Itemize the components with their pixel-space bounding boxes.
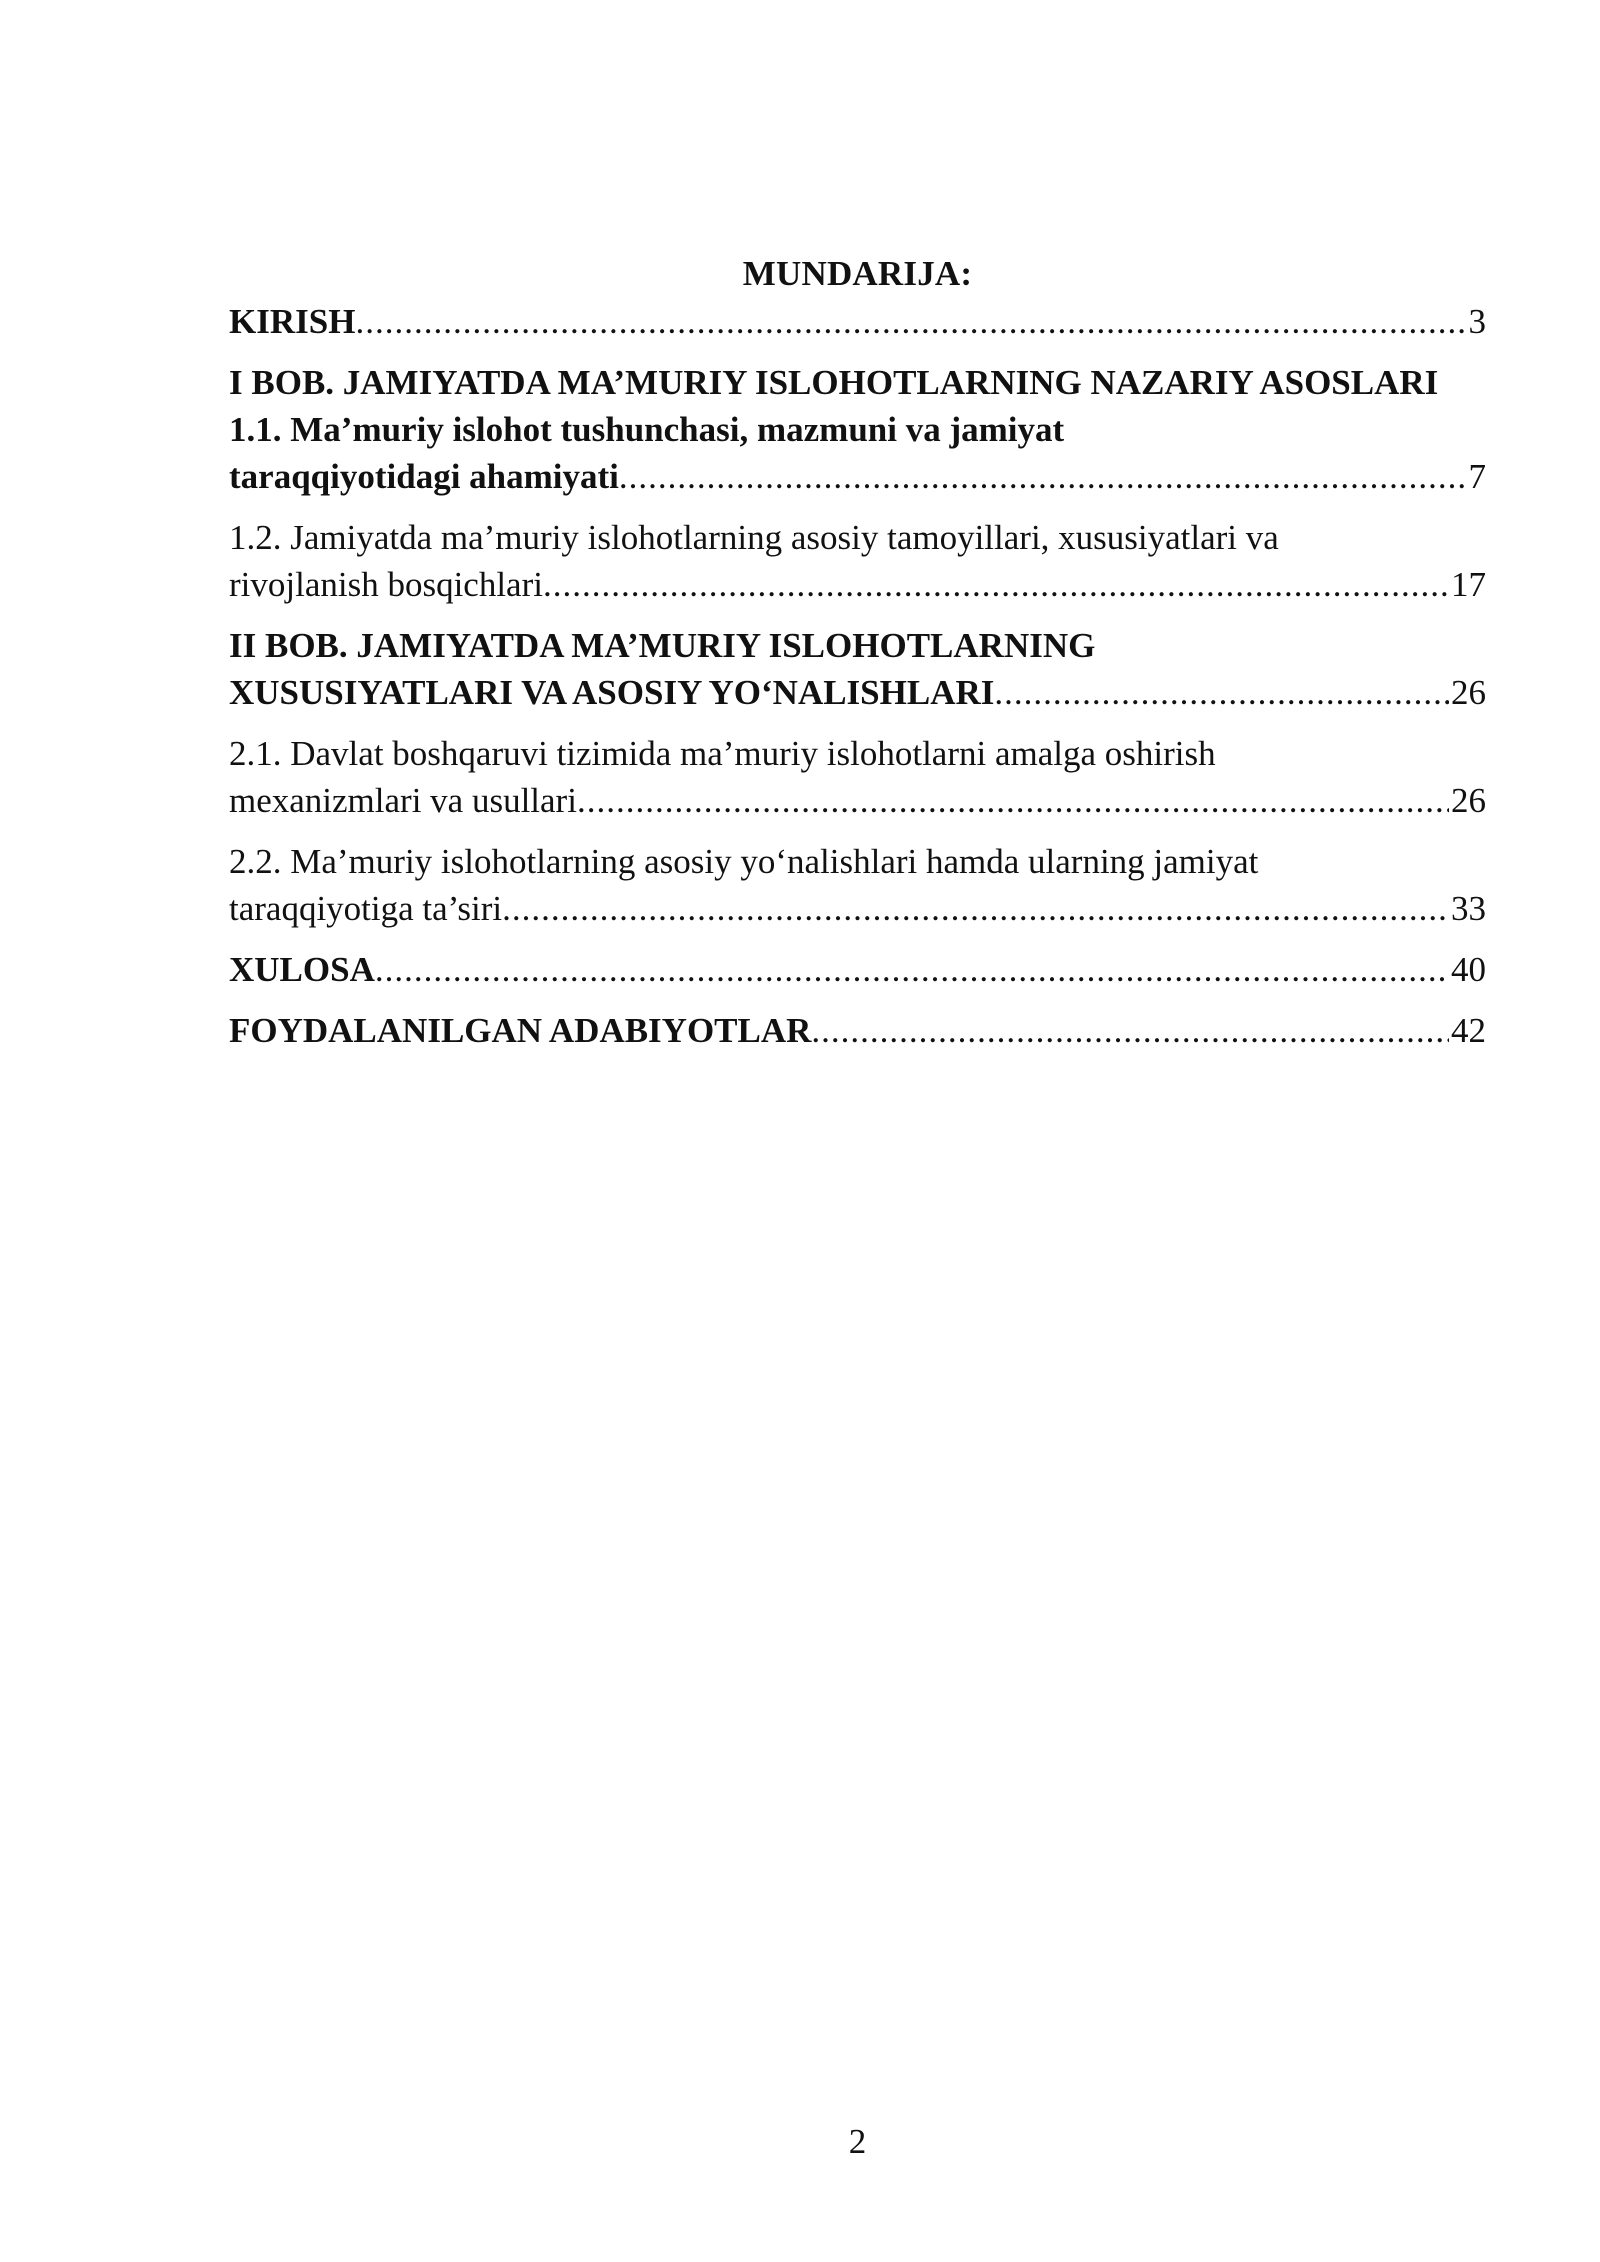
toc-entry-title: XUSUSIYATLARI VA ASOSIY YO‘NALISHLARI — [229, 673, 995, 712]
toc-entry-line — [229, 777, 1486, 824]
toc-entry-page-number: 7 — [1468, 457, 1486, 496]
toc-entry-page-number: 33 — [1451, 889, 1486, 928]
toc-entry-chapter-1[interactable] — [229, 359, 1486, 500]
toc-entry-line — [229, 946, 1486, 993]
dot-leader — [375, 946, 1449, 993]
toc-entry-line — [229, 1007, 1486, 1054]
toc-entry-xulosa[interactable] — [229, 946, 1486, 993]
dot-leader — [355, 298, 1466, 345]
toc-entry-line — [229, 561, 1486, 608]
toc-entry-chapter-2[interactable] — [229, 622, 1486, 716]
dot-leader — [543, 561, 1449, 608]
page-number: 2 — [848, 2122, 867, 2161]
toc-entry-kirish[interactable] — [229, 298, 1486, 345]
toc-entry-title-lead: I BOB. JAMIYATDA MA’MURIY ISLOHOTLARNING NAZARIY ASOSLARI 1.1. Ma’muriy islohot tushunchasi, mazmuni va jamiyat — [229, 363, 1439, 449]
toc-entry-section-2-2[interactable] — [229, 838, 1486, 932]
toc-entry-line — [229, 298, 1486, 345]
dot-leader — [577, 777, 1449, 824]
toc-entry-title: taraqqiyotiga ta’siri — [229, 889, 503, 928]
dot-leader — [502, 885, 1449, 932]
toc-entry-page-number: 3 — [1468, 302, 1486, 341]
toc-entry-page-number: 17 — [1451, 565, 1486, 604]
toc-entry-adabiyotlar[interactable] — [229, 1007, 1486, 1054]
toc-entry-line — [229, 669, 1486, 716]
toc-entry-page-number: 26 — [1451, 673, 1486, 712]
toc-entry-page-number: 40 — [1451, 950, 1486, 989]
toc-entry-line — [229, 885, 1486, 932]
toc-entry-title: taraqqiyotidagi ahamiyati — [229, 457, 619, 496]
toc-entry-title: mexanizmlari va usullari — [229, 781, 577, 820]
toc-entry-title: XULOSA — [229, 950, 375, 989]
toc-entry-title-lead: 2.2. Ma’muriy islohotlarning asosiy yo‘nalishlari hamda ularning jamiyat — [229, 842, 1259, 881]
toc-entry-title: KIRISH — [229, 302, 356, 341]
toc-entry-page-number: 42 — [1451, 1011, 1486, 1050]
table-of-contents — [229, 298, 1486, 1068]
toc-entry-title-lead: 2.1. Davlat boshqaruvi tizimida ma’muriy islohotlarni amalga oshirish — [229, 734, 1216, 773]
dot-leader — [994, 669, 1449, 716]
toc-entry-title-lead: 1.2. Jamiyatda ma’muriy islohotlarning asosiy tamoyillari, xususiyatlari va — [229, 518, 1279, 557]
toc-title: MUNDARIJA: — [742, 254, 973, 293]
toc-entry-title-lead: II BOB. JAMIYATDA MA’MURIY ISLOHOTLARNING — [229, 626, 1096, 665]
toc-entry-section-1-2[interactable] — [229, 514, 1486, 608]
dot-leader — [811, 1007, 1449, 1054]
toc-entry-section-2-1[interactable] — [229, 730, 1486, 824]
toc-entry-title: rivojlanish bosqichlari — [229, 565, 543, 604]
toc-entry-page-number: 26 — [1451, 781, 1486, 820]
toc-entry-line — [229, 453, 1486, 500]
dot-leader — [619, 453, 1467, 500]
toc-entry-title: FOYDALANILGAN ADABIYOTLAR — [229, 1011, 812, 1050]
